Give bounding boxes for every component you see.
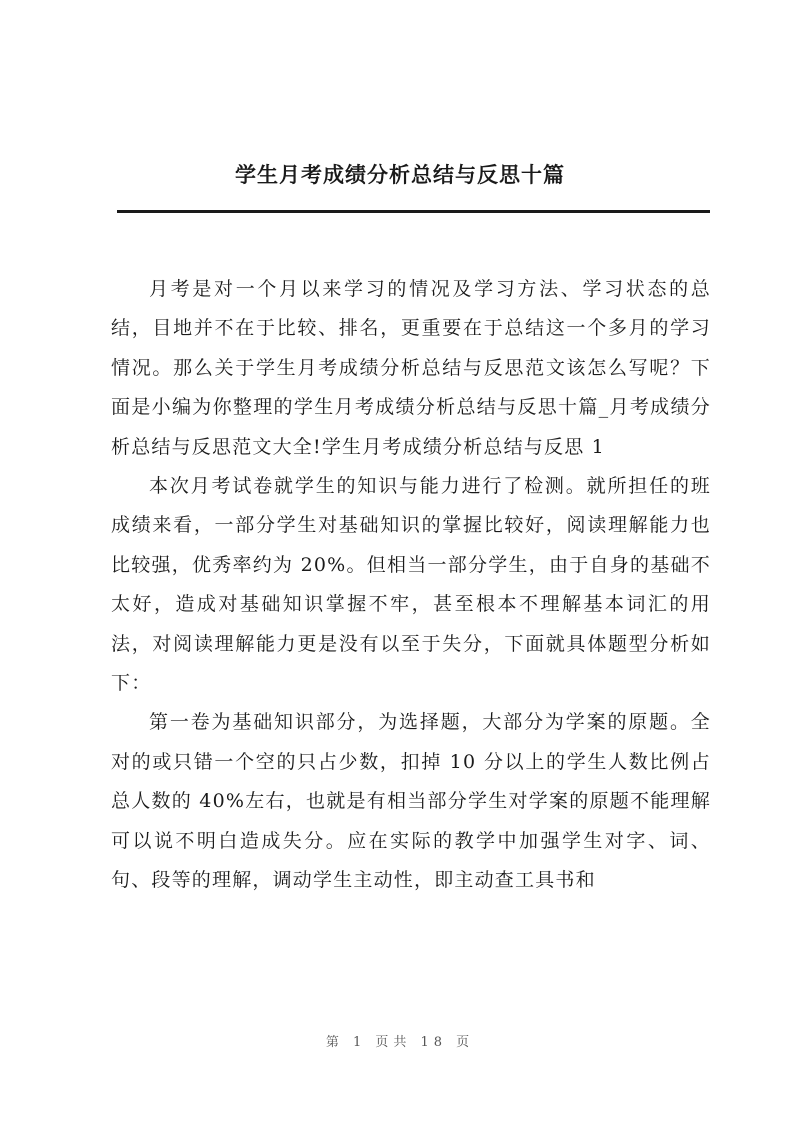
page-number-footer: 第 1 页共 18 页 <box>325 1035 475 1050</box>
title-divider <box>117 210 710 213</box>
paragraph: 第一卷为基础知识部分，为选择题，大部分为学案的原题。全对的或只错一个空的只占少数，扣掉 10 分以上的学生人数比例占总人数的 40%左右，也就是有相当部分学生对学案的原题不能理解可以说不明白造成失分。应在实际的教学中加强学生对字、词、句、段等的理解，调动学生主动性，即主动查工具书和 <box>111 711 711 892</box>
document-title: 学生月考成绩分析总结与反思十篇 <box>235 162 565 187</box>
document-body <box>111 270 711 901</box>
paragraph: 本次月考试卷就学生的知识与能力进行了检测。就所担任的班成绩来看，一部分学生对基础知识的掌握比较好，阅读理解能力也比较强，优秀率约为 20%。但相当一部分学生，由于自身的基础不太好，造成对基础知识掌握不牢，甚至根本不理解基本词汇的用法，对阅读理解能力更是没有以至于失分，下面就具体题型分析如下： <box>111 475 711 695</box>
paragraph: 月考是对一个月以来学习的情况及学习方法、学习状态的总结，目地并不在于比较、排名，更重要在于总结这一个多月的学习情况。那么关于学生月考成绩分析总结与反思范文该怎么写呢？下面是小编为你整理的学生月考成绩分析总结与反思十篇_月考成绩分析总结与反思范文大全!学生月考成绩分析总结与反思 1 <box>111 278 711 458</box>
